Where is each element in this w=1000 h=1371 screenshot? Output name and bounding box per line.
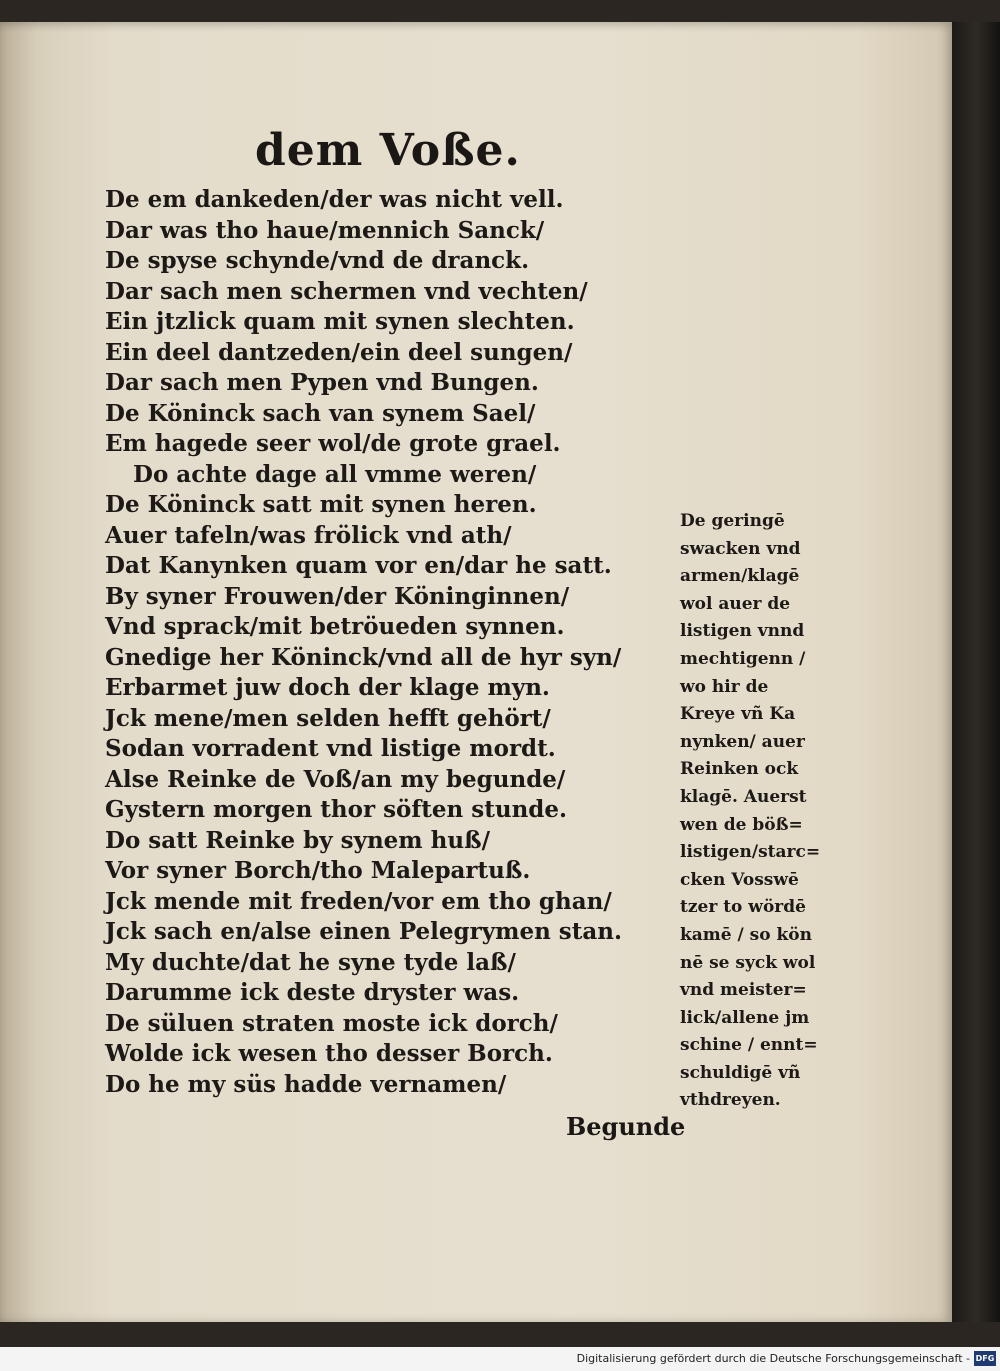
verse-line: Vnd sprack/mit betröueden synnen. xyxy=(105,613,565,640)
verse-line: Sodan vorradent vnd listige mordt. xyxy=(105,735,556,762)
verse-line: De süluen straten moste ick dorch/ xyxy=(105,1009,558,1037)
verse-line: Jck mene/men selden hefft gehört/ xyxy=(105,704,551,732)
verse-line: Gystern morgen thor söften stunde. xyxy=(105,796,568,823)
verse-line: Alse Reinke de Voß/an my begunde/ xyxy=(105,765,566,793)
verse-line: Dar was tho haue/mennich Sanck/ xyxy=(105,216,545,244)
gloss-line: wol auer de xyxy=(680,593,791,614)
verse-line: Vor syner Borch/tho Malepartuß. xyxy=(105,857,531,884)
verse-line: Jck sach en/alse einen Pelegrymen stan. xyxy=(105,918,623,945)
verse-line: Do he my süs hadde vernamen/ xyxy=(105,1070,507,1098)
verse-line: Ein deel dantzeden/ein deel sungen/ xyxy=(105,338,573,366)
dfg-logo: DFG xyxy=(974,1351,996,1366)
gloss-line: nynken/ auer xyxy=(680,731,805,752)
funding-credit: Digitalisierung gefördert durch die Deutsche Forschungsgemeinschaft - xyxy=(576,1352,970,1365)
gloss-line: schuldigē vñ xyxy=(680,1062,801,1083)
gloss-line: schine / ennt= xyxy=(680,1035,818,1056)
gloss-line: De geringē xyxy=(680,511,785,531)
gloss-line: wo hir de xyxy=(680,676,769,697)
verse-line: Dar sach men schermen vnd vechten/ xyxy=(105,277,588,305)
verse-line: By syner Frouwen/der Köninginnen/ xyxy=(105,582,570,610)
gloss-line: kamē / so kön xyxy=(680,924,812,945)
verse-line: De Köninck satt mit synen heren. xyxy=(105,491,537,518)
verse-line: De Köninck sach van synem Sael/ xyxy=(105,399,536,427)
gloss-line: nē se syck wol xyxy=(680,952,816,973)
gloss-line: Reinken ock xyxy=(680,759,799,780)
gloss-line: wen de böß= xyxy=(680,814,803,835)
verse-line: Darumme ick deste dryster was. xyxy=(105,979,520,1006)
book-spine xyxy=(952,22,1000,1322)
gloss-line: klagē. Auerst xyxy=(680,786,807,807)
verse-line: Auer tafeln/was frölick vnd ath/ xyxy=(105,521,512,549)
footer-bar xyxy=(0,1347,1000,1371)
verse-line: Jck mende mit freden/vor em tho ghan/ xyxy=(105,887,612,915)
gloss-line: vthdreyen. xyxy=(680,1090,781,1111)
page-header: dem Voße. xyxy=(255,125,521,176)
verse-line: Dat Kanynken quam vor en/dar he satt. xyxy=(105,552,612,579)
gloss-line: tzer to wördē xyxy=(680,897,806,918)
gloss-line: armen/klagē xyxy=(680,566,800,587)
verse-line: Ein jtzlick quam mit synen slechten. xyxy=(105,308,575,335)
gloss-line: lick/allene jm xyxy=(680,1007,810,1028)
gloss-line: cken Vosswē xyxy=(680,869,799,890)
verse-column xyxy=(105,185,625,1100)
gloss-line: listigen vnnd xyxy=(680,621,805,642)
catchword: Begunde xyxy=(566,1112,686,1141)
gloss-line: swacken vnd xyxy=(680,538,801,559)
gloss-line: Kreye vñ Ka xyxy=(680,704,796,725)
verse-line: Gnedige her Köninck/vnd all de hyr syn/ xyxy=(105,643,622,671)
verse-line: Do satt Reinke by synem huß/ xyxy=(105,826,490,854)
verse-line: Erbarmet juw doch der klage myn. xyxy=(105,674,550,701)
verse-line: Em hagede seer wol/de grote grael. xyxy=(105,430,561,457)
gloss-line: mechtigenn / xyxy=(680,648,806,669)
marginal-gloss xyxy=(680,508,820,1115)
verse-line: Do achte dage all vmme weren/ xyxy=(133,460,537,488)
gloss-line: listigen/starc= xyxy=(680,842,821,863)
verse-line: My duchte/dat he syne tyde laß/ xyxy=(105,948,516,976)
verse-line: De spyse schynde/vnd de dranck. xyxy=(105,247,530,274)
verse-line: Wolde ick wesen tho desser Borch. xyxy=(105,1040,553,1067)
verse-line: De em dankeden/der was nicht vell. xyxy=(105,186,564,213)
verse-line: Dar sach men Pypen vnd Bungen. xyxy=(105,369,539,396)
gloss-line: vnd meister= xyxy=(680,980,807,1001)
